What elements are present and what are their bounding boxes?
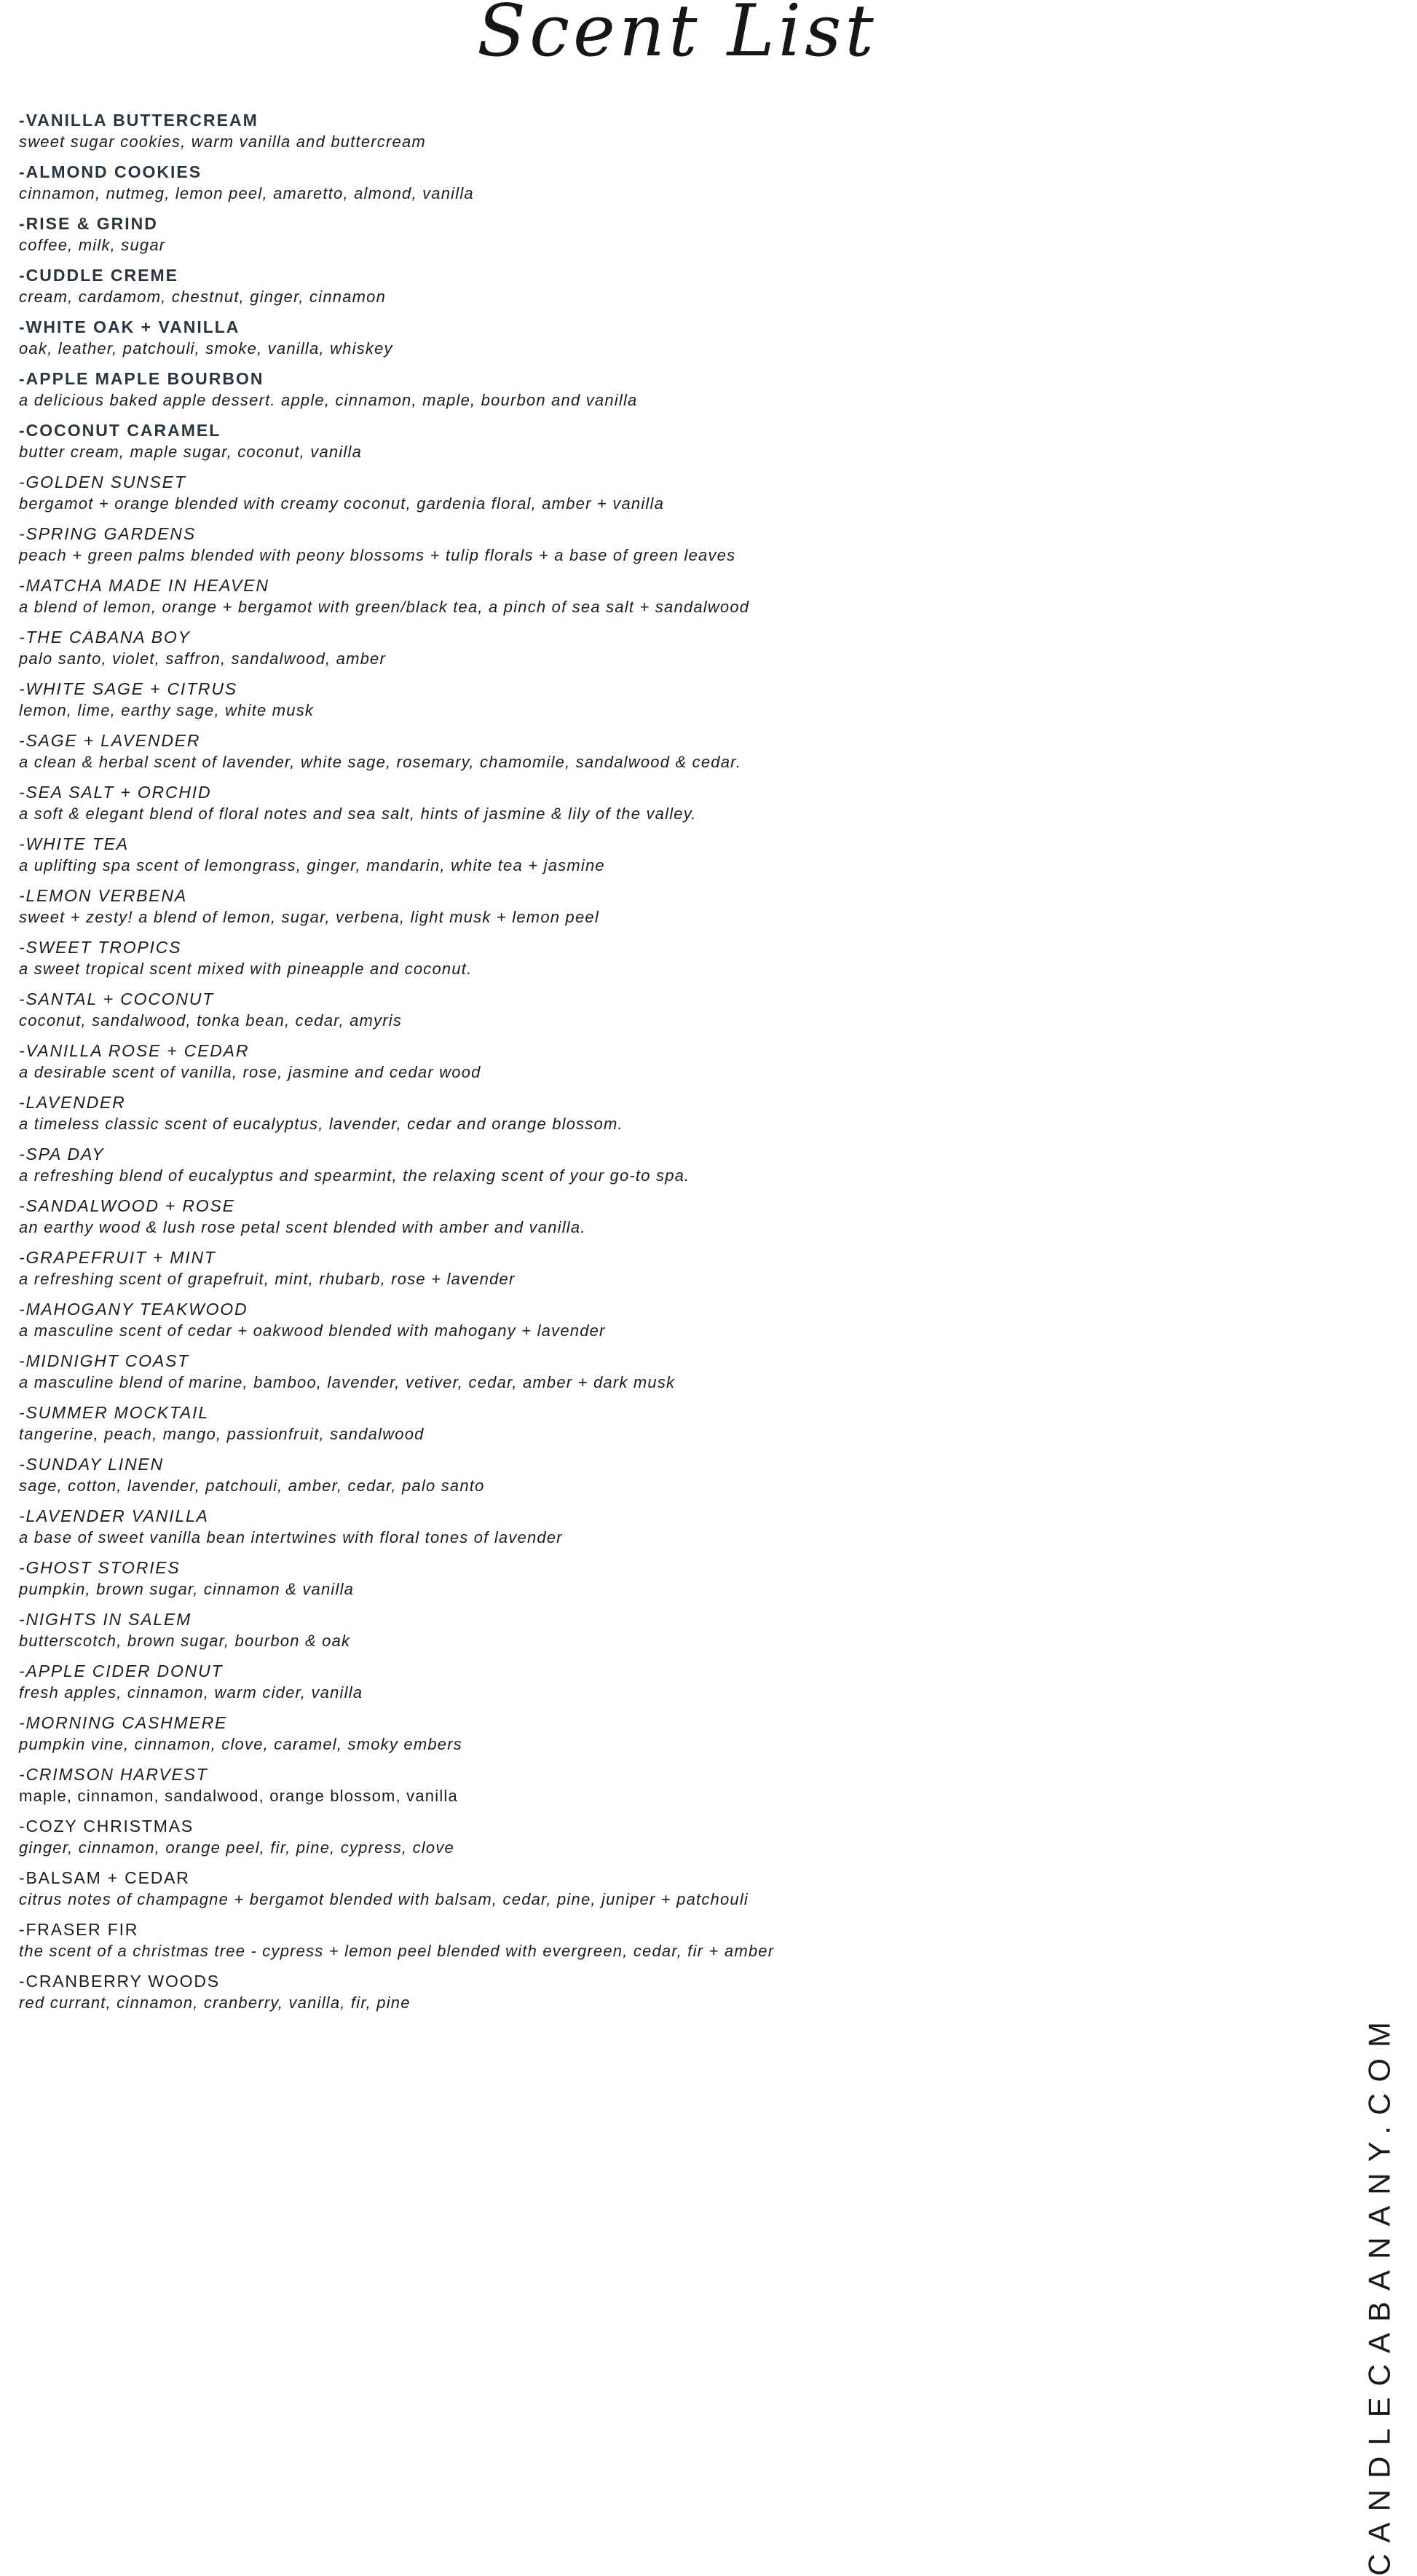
website-url-vertical: CANDLECABANANY.COM: [1362, 2011, 1397, 2576]
scent-list: [19, 109, 1257, 2022]
scent-notes: fresh apples, cinnamon, warm cider, vanilla: [19, 1683, 363, 1702]
scent-item: [19, 419, 1257, 463]
scent-name: -WHITE TEA: [19, 834, 129, 853]
scent-name: -VANILLA BUTTERCREAM: [19, 111, 258, 130]
scent-name: -MAHOGANY TEAKWOOD: [19, 1300, 248, 1319]
scent-name: -CRIMSON HARVEST: [19, 1765, 208, 1784]
scent-item: [19, 1246, 1257, 1290]
scent-notes: a base of sweet vanilla bean intertwines with floral tones of lavender: [19, 1528, 563, 1546]
scent-item: [19, 678, 1257, 722]
scent-name: -APPLE MAPLE BOURBON: [19, 369, 264, 388]
scent-notes: sweet sugar cookies, warm vanilla and buttercream: [19, 133, 426, 151]
scent-notes: a refreshing scent of grapefruit, mint, rhubarb, rose + lavender: [19, 1270, 516, 1288]
scent-notes: palo santo, violet, saffron, sandalwood, amber: [19, 649, 387, 668]
scent-item: [19, 368, 1257, 411]
scent-notes: butter cream, maple sugar, coconut, vanilla: [19, 443, 363, 461]
scent-name: -LAVENDER VANILLA: [19, 1506, 209, 1525]
scent-notes: lemon, lime, earthy sage, white musk: [19, 701, 315, 719]
scent-name: -SUNDAY LINEN: [19, 1455, 164, 1474]
scent-item: [19, 1763, 1257, 1807]
scent-name: -SPA DAY: [19, 1145, 105, 1163]
scent-name: -RISE & GRIND: [19, 214, 158, 233]
scent-item: [19, 1040, 1257, 1083]
scent-notes: coconut, sandalwood, tonka bean, cedar, amyris: [19, 1011, 403, 1030]
scent-item: [19, 1712, 1257, 1755]
scent-notes: an earthy wood & lush rose petal scent blended with amber and vanilla.: [19, 1218, 586, 1236]
scent-item: [19, 213, 1257, 256]
scent-notes: tangerine, peach, mango, passionfruit, sandalwood: [19, 1425, 425, 1443]
scent-notes: a uplifting spa scent of lemongrass, ginger, mandarin, white tea + jasmine: [19, 856, 605, 874]
scent-notes: a sweet tropical scent mixed with pineapple and coconut.: [19, 960, 473, 978]
scent-notes: a masculine blend of marine, bamboo, lavender, vetiver, cedar, amber + dark musk: [19, 1373, 676, 1391]
scent-name: -GOLDEN SUNSET: [19, 473, 186, 491]
scent-notes: a blend of lemon, orange + bergamot with green/black tea, a pinch of sea salt + sandalwood: [19, 598, 750, 616]
scent-item: [19, 264, 1257, 308]
scent-name: -NIGHTS IN SALEM: [19, 1610, 192, 1629]
scent-name: -SANTAL + COCONUT: [19, 989, 215, 1008]
scent-name: -SWEET TROPICS: [19, 938, 182, 957]
scent-name: -WHITE SAGE + CITRUS: [19, 679, 237, 698]
scent-notes: a timeless classic scent of eucalyptus, lavender, cedar and orange blossom.: [19, 1115, 623, 1133]
scent-item: [19, 1867, 1257, 1911]
scent-notes: pumpkin, brown sugar, cinnamon & vanilla: [19, 1580, 355, 1598]
scent-name: -CRANBERRY WOODS: [19, 1972, 220, 1991]
scent-notes: peach + green palms blended with peony blossoms + tulip florals + a base of green leaves: [19, 546, 736, 564]
scent-notes: maple, cinnamon, sandalwood, orange blossom, vanilla: [19, 1787, 458, 1805]
scent-name: -SAGE + LAVENDER: [19, 731, 201, 750]
scent-item: [19, 1453, 1257, 1497]
scent-name: -COCONUT CARAMEL: [19, 421, 221, 440]
scent-item: [19, 1505, 1257, 1549]
scent-item: [19, 1919, 1257, 1962]
scent-name: -SUMMER MOCKTAIL: [19, 1403, 209, 1422]
scent-notes: a refreshing blend of eucalyptus and spearmint, the relaxing scent of your go-to spa.: [19, 1166, 690, 1185]
scent-notes: butterscotch, brown sugar, bourbon & oak: [19, 1632, 351, 1650]
scent-item: [19, 523, 1257, 566]
scent-item: [19, 1195, 1257, 1238]
scent-name: -MORNING CASHMERE: [19, 1713, 228, 1732]
scent-item: [19, 988, 1257, 1032]
scent-name: -COZY CHRISTMAS: [19, 1817, 194, 1836]
scent-name: -GRAPEFRUIT + MINT: [19, 1248, 216, 1267]
scent-notes: the scent of a christmas tree - cypress + lemon peel blended with evergreen, cedar, fir + amber: [19, 1942, 775, 1960]
scent-item: [19, 1557, 1257, 1600]
scent-item: [19, 161, 1257, 205]
scent-name: -MIDNIGHT COAST: [19, 1351, 189, 1370]
scent-notes: a delicious baked apple dessert. apple, cinnamon, maple, bourbon and vanilla: [19, 391, 638, 409]
scent-item: [19, 885, 1257, 928]
scent-notes: pumpkin vine, cinnamon, clove, caramel, smoky embers: [19, 1735, 462, 1753]
scent-item: [19, 109, 1257, 153]
scent-name: -APPLE CIDER DONUT: [19, 1662, 224, 1680]
scent-notes: cream, cardamom, chestnut, ginger, cinnamon: [19, 288, 387, 306]
scent-name: -SANDALWOOD + ROSE: [19, 1196, 235, 1215]
scent-item: [19, 936, 1257, 980]
scent-name: -FRASER FIR: [19, 1920, 139, 1939]
scent-name: -VANILLA ROSE + CEDAR: [19, 1041, 250, 1060]
scent-notes: ginger, cinnamon, orange peel, fir, pine, cypress, clove: [19, 1838, 454, 1857]
scent-notes: a desirable scent of vanilla, rose, jasmine and cedar wood: [19, 1063, 481, 1081]
scent-item: [19, 1143, 1257, 1187]
scent-name: -WHITE OAK + VANILLA: [19, 317, 240, 336]
scent-name: -SPRING GARDENS: [19, 524, 196, 543]
scent-item: [19, 833, 1257, 877]
scent-item: [19, 1970, 1257, 2014]
scent-notes: citrus notes of champagne + bergamot blended with balsam, cedar, pine, juniper + patchouli: [19, 1890, 749, 1908]
scent-name: -BALSAM + CEDAR: [19, 1868, 190, 1887]
scent-item: [19, 1608, 1257, 1652]
scent-item: [19, 730, 1257, 773]
scent-notes: coffee, milk, sugar: [19, 236, 166, 254]
scent-notes: red currant, cinnamon, cranberry, vanilla, fir, pine: [19, 1994, 411, 2012]
scent-item: [19, 1298, 1257, 1342]
scent-item: [19, 574, 1257, 618]
scent-notes: a clean & herbal scent of lavender, white sage, rosemary, chamomile, sandalwood & cedar.: [19, 753, 742, 771]
scent-item: [19, 471, 1257, 515]
scent-notes: sweet + zesty! a blend of lemon, sugar, verbena, light musk + lemon peel: [19, 908, 599, 926]
scent-name: -SEA SALT + ORCHID: [19, 783, 212, 802]
scent-name: -THE CABANA BOY: [19, 628, 191, 647]
scent-item: [19, 1660, 1257, 1704]
scent-item: [19, 1815, 1257, 1859]
scent-notes: oak, leather, patchouli, smoke, vanilla, whiskey: [19, 339, 393, 357]
scent-item: [19, 1350, 1257, 1394]
scent-name: -LAVENDER: [19, 1093, 126, 1112]
scent-notes: cinnamon, nutmeg, lemon peel, amaretto, almond, vanilla: [19, 184, 474, 202]
scent-notes: sage, cotton, lavender, patchouli, amber, cedar, palo santo: [19, 1477, 485, 1495]
scent-item: [19, 316, 1257, 360]
scent-notes: bergamot + orange blended with creamy coconut, gardenia floral, amber + vanilla: [19, 494, 665, 513]
scent-name: -GHOST STORIES: [19, 1558, 181, 1577]
scent-item: [19, 1402, 1257, 1445]
scent-name: -MATCHA MADE IN HEAVEN: [19, 576, 269, 595]
scent-name: -ALMOND COOKIES: [19, 162, 202, 181]
scent-item: [19, 626, 1257, 670]
scent-item: [19, 781, 1257, 825]
page-title: Scent List: [477, 0, 877, 73]
scent-name: -LEMON VERBENA: [19, 886, 187, 905]
scent-notes: a masculine scent of cedar + oakwood blended with mahogany + lavender: [19, 1321, 606, 1340]
scent-name: -CUDDLE CREME: [19, 266, 178, 285]
scent-item: [19, 1091, 1257, 1135]
scent-notes: a soft & elegant blend of floral notes and sea salt, hints of jasmine & lily of the valley.: [19, 805, 697, 823]
